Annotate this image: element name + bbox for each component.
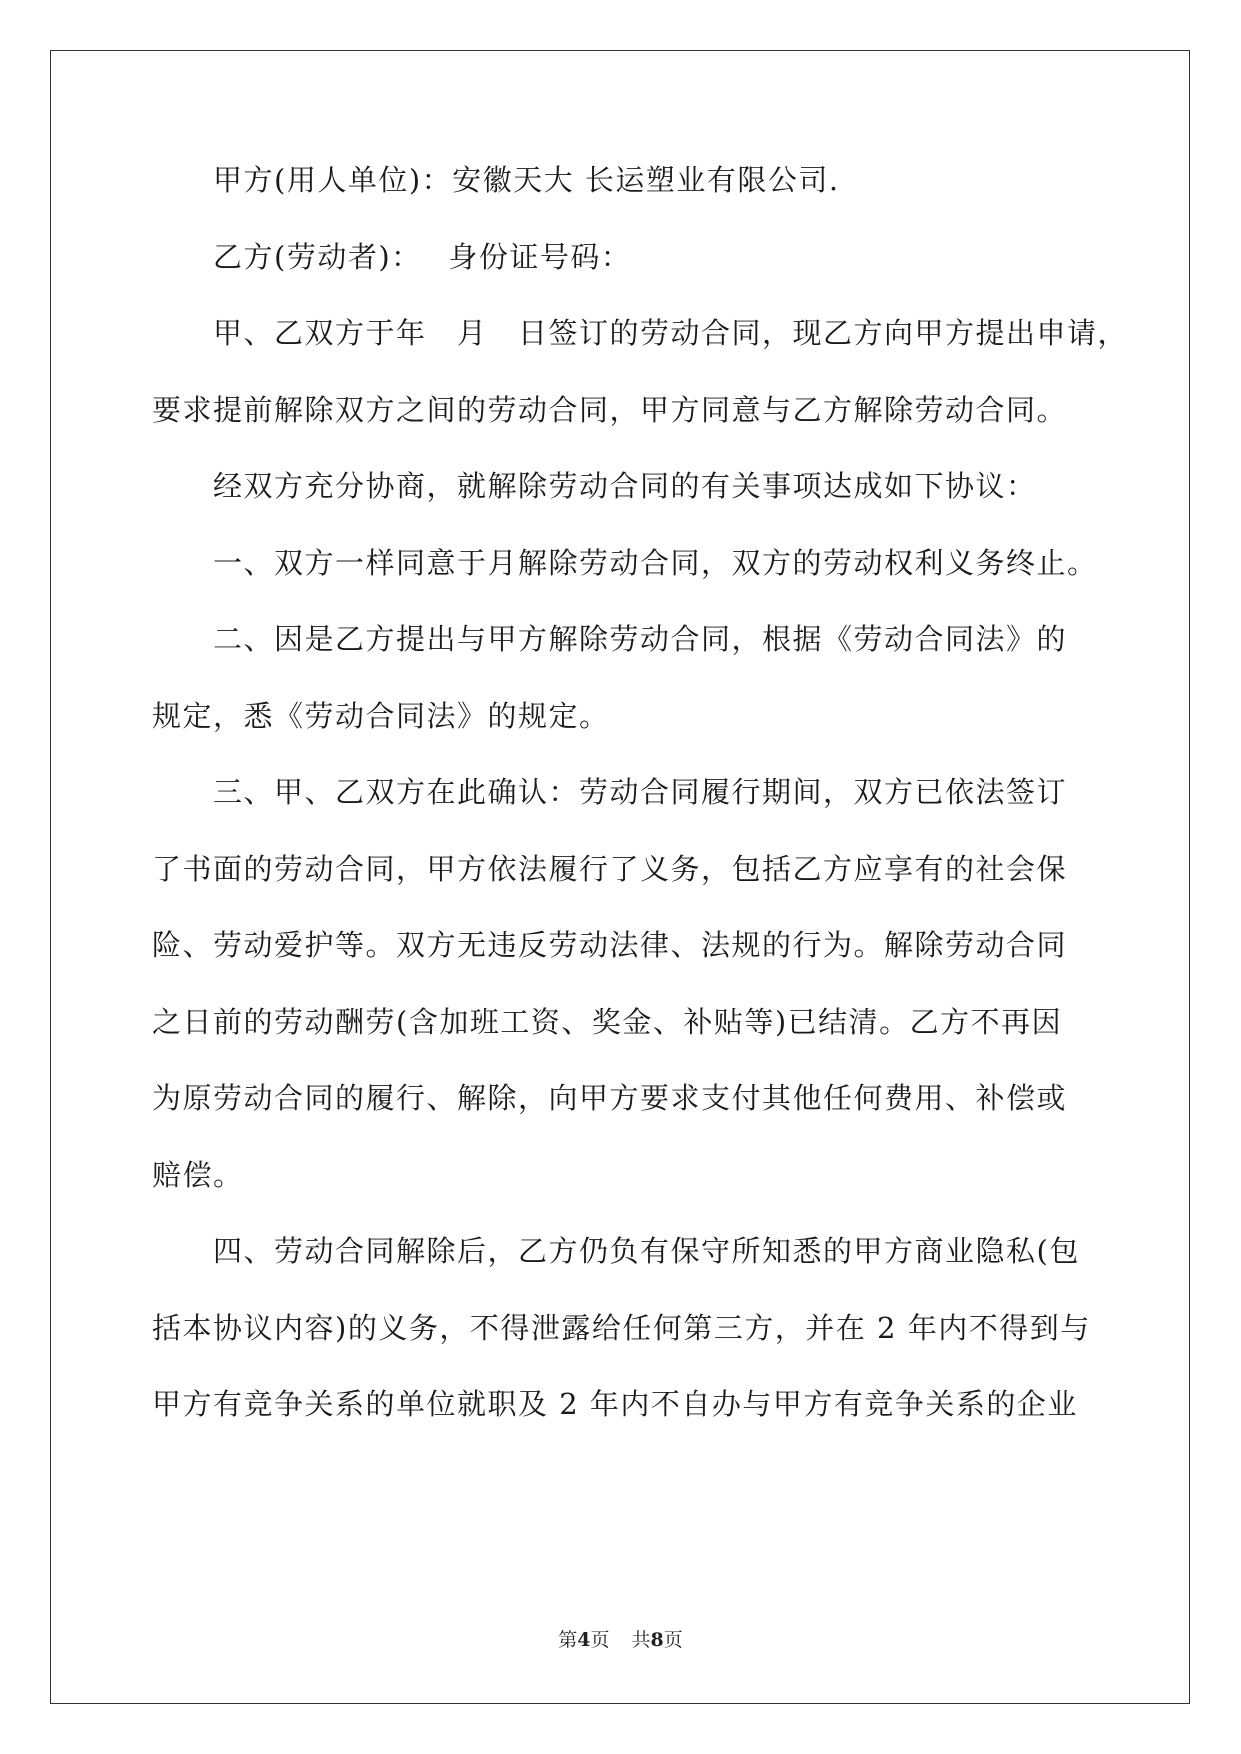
total-suffix: 页 [663, 1629, 683, 1651]
line-party-b: 乙方(劳动者)： 身份证号码： [152, 240, 632, 274]
page-suffix: 页 [590, 1629, 610, 1651]
line-party-a: 甲方(用人单位)：安徽天大 长运塑业有限公司. [152, 163, 840, 197]
line-clause-3e: 为原劳动合同的履行、解除，向甲方要求支付其他任何费用、补偿或 [152, 1081, 1068, 1115]
page-current: 4 [577, 1629, 591, 1651]
line-clause-3f: 赔偿。 [152, 1158, 244, 1192]
line-negotiation: 经双方充分协商，就解除劳动合同的有关事项达成如下协议： [152, 469, 1037, 503]
total-prefix: 共 [631, 1629, 651, 1651]
line-clause-3d: 之日前的劳动酬劳(含加班工资、奖金、补贴等)已结清。乙方不再因 [152, 1005, 1063, 1039]
line-clause-4b: 括本协议内容)的义务，不得泄露给任何第三方，并在 2 年内不得到与 [152, 1311, 1091, 1345]
line-clause-3b: 了书面的劳动合同，甲方依法履行了义务，包括乙方应享有的社会保 [152, 852, 1068, 886]
line-clause-3c: 险、劳动爱护等。双方无违反劳动法律、法规的行为。解除劳动合同 [152, 928, 1068, 962]
line-clause-1: 一、双方一样同意于月解除劳动合同，双方的劳动权利义务终止。 [152, 546, 1098, 580]
line-clause-2b: 规定，悉《劳动合同法》的规定。 [152, 699, 610, 733]
line-clause-4c: 甲方有竞争关系的单位就职及 2 年内不自办与甲方有竞争关系的企业 [152, 1387, 1078, 1421]
line-clause-2a: 二、因是乙方提出与甲方解除劳动合同，根据《劳动合同法》的 [152, 622, 1068, 656]
line-clause-4a: 四、劳动合同解除后，乙方仍负有保守所知悉的甲方商业隐私(包 [152, 1234, 1080, 1268]
page-total: 8 [650, 1629, 664, 1651]
line-intro-2: 要求提前解除双方之间的劳动合同，甲方同意与乙方解除劳动合同。 [152, 393, 1068, 427]
line-clause-3a: 三、甲、乙双方在此确认：劳动合同履行期间，双方已依法签订 [152, 775, 1068, 809]
page-footer [0, 1628, 1241, 1652]
page-prefix: 第 [558, 1629, 578, 1651]
line-intro-1: 甲、乙双方于年 月 日签订的劳动合同，现乙方向甲方提出申请， [152, 316, 1129, 350]
